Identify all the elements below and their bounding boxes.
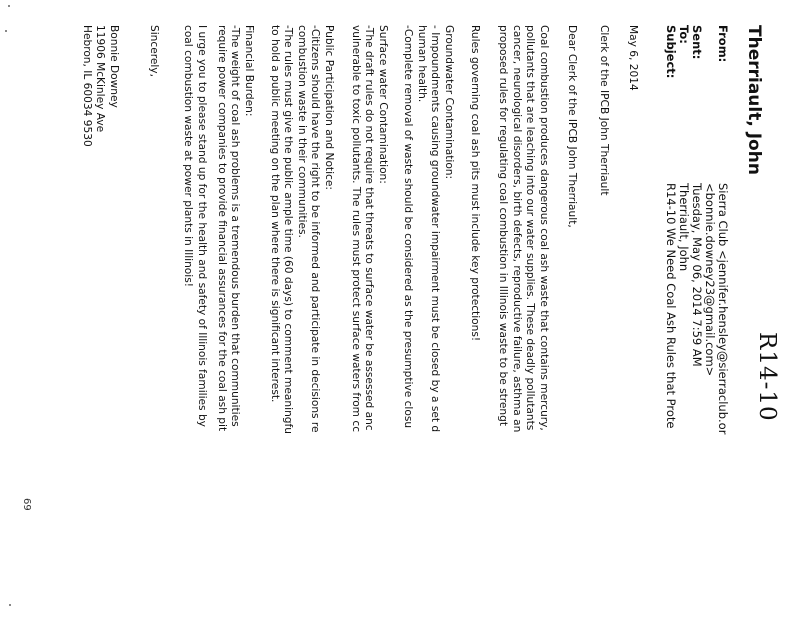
sent-value: Tuesday, May 06, 2014 7:59 AM	[690, 183, 704, 367]
subject-label: Subject:	[664, 25, 678, 79]
scan-speck	[9, 604, 11, 606]
intro-paragraph: Coal combustion produces dangerous coal ash waste that contains mercury, pollutants that are leaching into our water supplies. These deadly pollutants cancer, neurological disorders, birth defects, reproductive failure, asthma an proposed rules for regulating coal combustion in Illinois waste to be strengt	[497, 25, 550, 433]
surface-water-section: Surface water Contamination: -The draft rules do not require that threats to surface water be assessed anc vulnerable to toxic pollutants. The rules must protect surface waters from cc	[350, 25, 389, 433]
from-email-value: <bonnie.downey23@gmail.com>	[703, 183, 717, 377]
header-from-email	[703, 25, 717, 377]
header-from	[716, 25, 730, 435]
financial-burden-section: Financial Burden: -The weight of coal ash problems is a tremendous burden that communities require power companies to provide financial assurances for the coal ash pit	[216, 25, 255, 432]
letter-salutation: Dear Clerk of the IPCB John Therriault,	[566, 25, 578, 228]
header-subject	[664, 25, 678, 429]
header-to	[677, 25, 691, 272]
closing-request: I urge you to please stand up for the health and safety of Illinois families by coal combustion waste at power plants in Illinois!	[182, 25, 208, 427]
signer-name: Bonnie Downey	[108, 25, 120, 108]
signer-city: Hebron, IL 60034 9530	[81, 25, 93, 147]
scan-speck	[5, 30, 7, 32]
page-number: 69	[21, 498, 32, 511]
signature-block	[80, 25, 121, 618]
sent-label: Sent:	[690, 25, 704, 60]
to-label: To:	[677, 25, 691, 44]
key-protections-line: Rules governing coal ash pits must include key protections!	[469, 25, 481, 342]
subject-value: R14-10 We Need Coal Ash Rules that Prote	[664, 183, 678, 429]
recipient-name-heading: Therriault, John	[744, 25, 764, 175]
from-label: From:	[716, 25, 730, 63]
letter-date: May 6, 2014	[627, 25, 639, 91]
letter-signoff: Sincerely,	[148, 25, 160, 77]
header-sent	[690, 25, 704, 367]
from-value: Sierra Club <jennifer.hensley@sierraclub.or	[716, 183, 730, 435]
scan-speck	[8, 5, 10, 7]
signer-street: 11906 McKinley Ave	[94, 25, 107, 133]
public-participation-section: Public Participation and Notice: -Citizens should have the right to be informed and participate in decisions re combustion waste in their communities. -The rules must give the public ample time (60 days) to comment meaningfu to hold a public meeting on the plan where there is significant interest.	[269, 25, 335, 434]
to-value: Therriault, John	[677, 183, 691, 272]
groundwater-section: Groundwater Contamination: - Impoundments causing groundwater impairment must be closed by a set d human health. -Complete removal of waste should be considered as the presumptive closu	[402, 25, 455, 433]
docket-stamp: R14-10	[754, 332, 780, 422]
letter-recipient: Clerk of the IPCB John Therriault	[598, 25, 610, 196]
